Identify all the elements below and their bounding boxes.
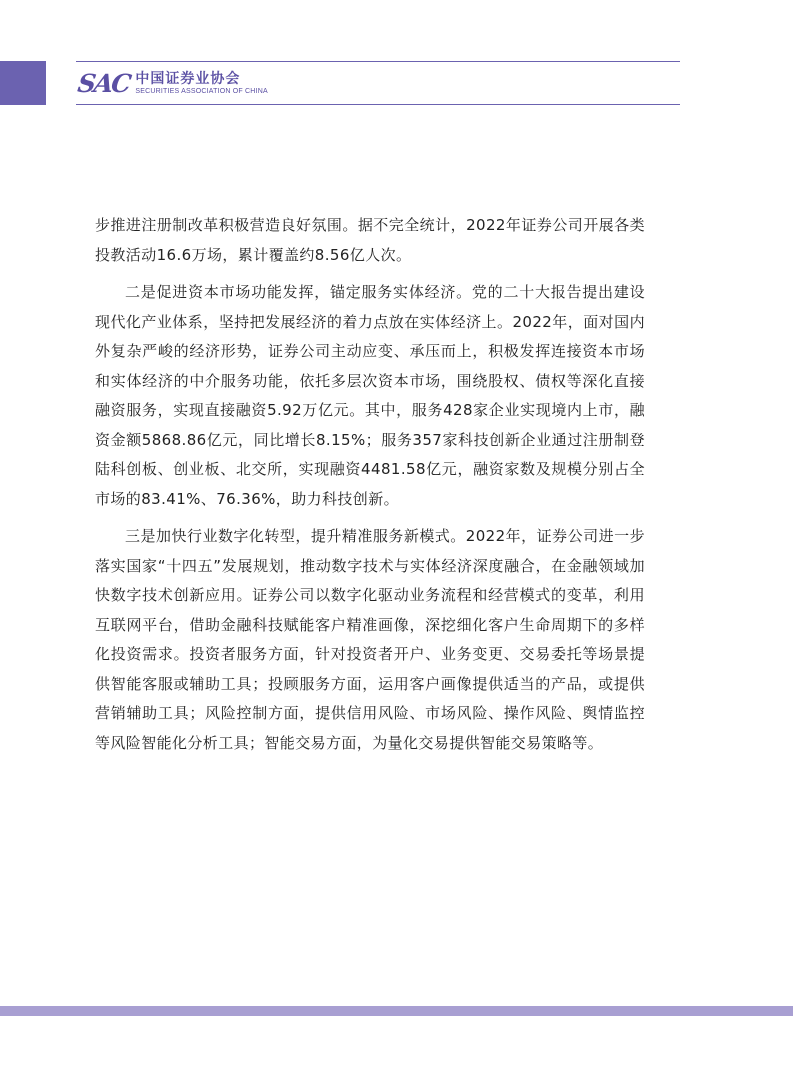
body-text [95, 211, 645, 758]
logo-mark: SAC [75, 68, 132, 98]
paragraph-digital-transformation: 三是加快行业数字化转型，提升精准服务新模式。2022年，证券公司进一步落实国家“十四五”发展规划，推动数字技术与实体经济深度融合，在金融领域加快数字技术创新应用。证券公司以数字化驱动业务流程和经营模式的变革，利用互联网平台，借助金融科技赋能客户精准画像，深挖细化客户生命周期下的多样化投资需求。投资者服务方面，针对投资者开户、业务变更、交易委托等场景提供智能客服或辅助工具；投顾服务方面，运用客户画像提供适当的产品，或提供营销辅助工具；风险控制方面，提供信用风险、市场风险、操作风险、舆情监控等风险智能化分析工具；智能交易方面，为量化交易提供智能交易策略等。 [95, 527, 645, 752]
footer-band [0, 1006, 793, 1016]
paragraph-capital-market: 二是促进资本市场功能发挥，锚定服务实体经济。党的二十大报告提出建设现代化产业体系，坚持把发展经济的着力点放在实体经济上。2022年，面对国内外复杂严峻的经济形势，证券公司主动应变、承压而上，积极发挥连接资本市场和实体经济的中介服务功能，依托多层次资本市场，围绕股权、债权等深化直接融资服务，实现直接融资5.92万亿元。其中，服务428家企业实现境内上市，融资金额5868.86亿元，同比增长8.15%；服务357家科技创新企业通过注册制登陆科创板、创业板、北交所，实现融资4481.58亿元，融资家数及规模分别占全市场的83.41%、76.36%，助力科技创新。 [95, 283, 645, 508]
header-top-rule [76, 61, 680, 62]
header-corner-block [0, 61, 46, 105]
paragraph-continuation: 步推进注册制改革积极营造良好氛围。据不完全统计，2022年证券公司开展各类投教活动16.6万场，累计覆盖约8.56亿人次。 [95, 216, 645, 264]
org-name-cn: 中国证券业协会 [135, 70, 241, 87]
sac-logo [75, 68, 268, 98]
header-bottom-rule [76, 104, 680, 105]
logo-text [135, 71, 267, 96]
org-name-en: SECURITIES ASSOCIATION OF CHINA [135, 87, 268, 95]
